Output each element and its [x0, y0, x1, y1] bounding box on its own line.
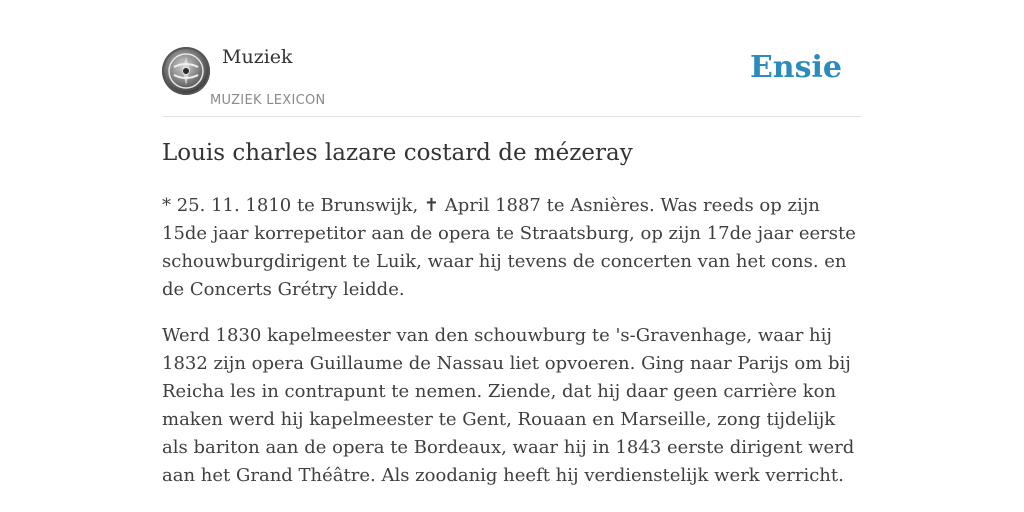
- lexicon-label: MUZIEK LEXICON: [210, 93, 326, 108]
- header: [162, 0, 862, 117]
- article-title: Louis charles lazare costard de mézeray: [162, 140, 633, 166]
- article-body: [162, 192, 862, 508]
- category-link[interactable]: Muziek: [222, 46, 293, 68]
- muziek-logo-icon[interactable]: [162, 47, 210, 95]
- article-paragraph: Werd 1830 kapelmeester van den schouwburg te 's-Gravenhage, waar hij 1832 zijn opera Guillaume de Nassau liet opvoeren. Ging naar Parijs om bij Reicha les in contrapunt te nemen. Ziende, dat hij daar geen carrière kon maken werd hij kapelmeester te Gent, Rouaan en Marseille, zong tijdelijk als bariton aan de opera te Bordeaux, waar hij in 1843 eerste dirigent werd aan het Grand Théâtre. Als zoodanig heeft hij verdienstelijk werk verricht.: [162, 325, 855, 486]
- page: [162, 0, 862, 512]
- brand-logo-link[interactable]: Ensie: [749, 50, 842, 85]
- article-paragraph: * 25. 11. 1810 te Brunswijk, ✝ April 1887 te Asnières. Was reeds op zijn 15de jaar korrepetitor aan de opera te Straatsburg, op zijn 17de jaar eerste schouwburgdirigent te Luik, waar hij tevens de concerten van het cons. en de Concerts Grétry leidde.: [162, 195, 856, 300]
